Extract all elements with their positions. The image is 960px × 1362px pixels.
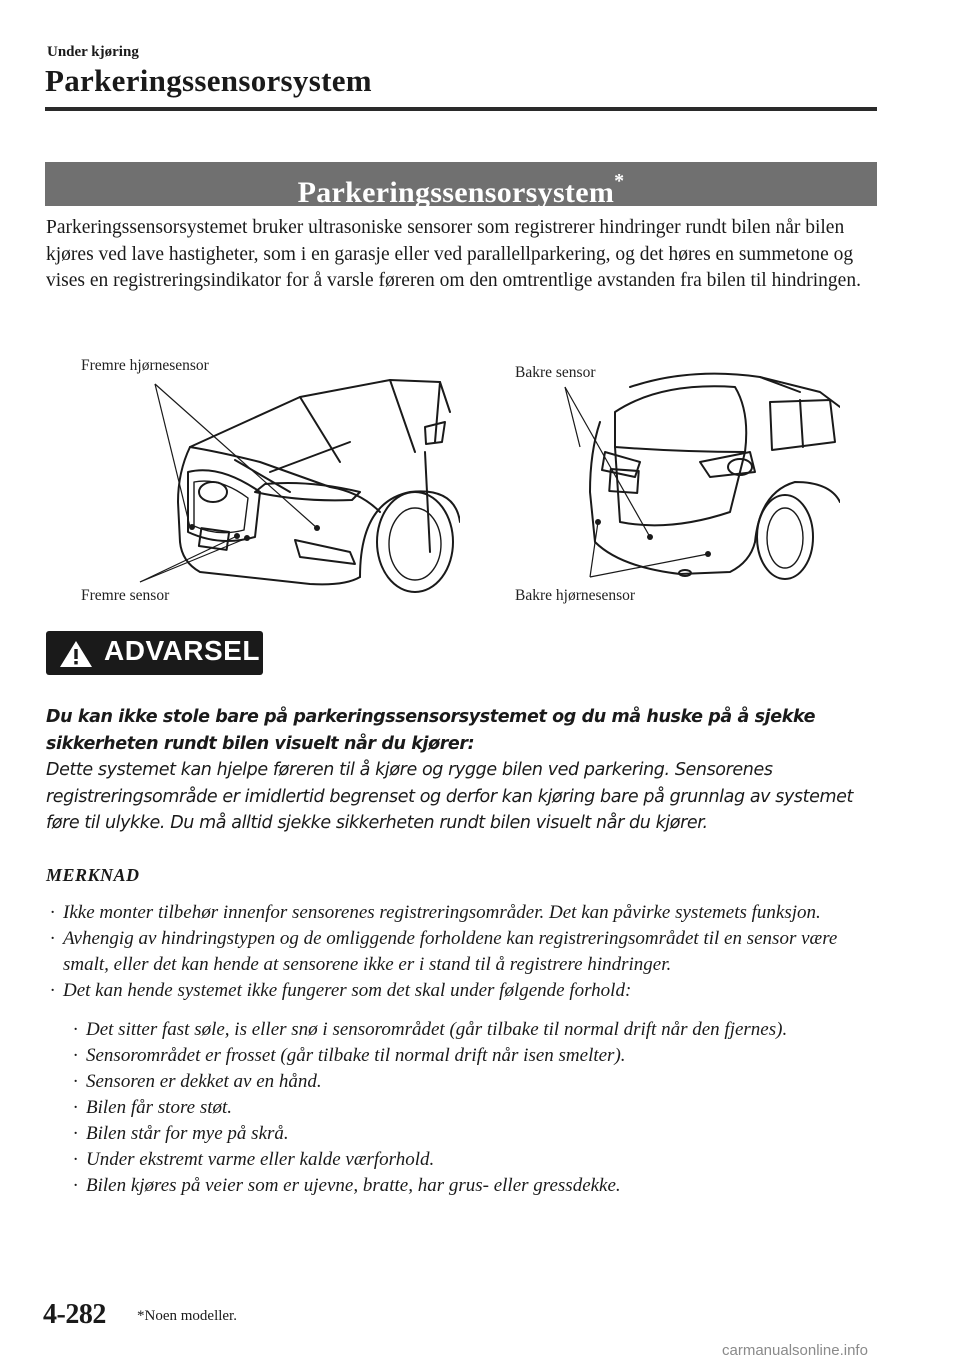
warning-triangle-icon: [58, 639, 94, 669]
note-sub-item: · Det sitter fast søle, is eller snø i sensorområdet (går tilbake til normal drift når den fjernes).: [73, 1019, 788, 1040]
note-label: MERKNAD: [46, 865, 140, 885]
heading-divider: [45, 107, 877, 111]
note-sub-item: · Under ekstremt varme eller kalde værforhold.: [73, 1149, 435, 1170]
banner-marker: *: [614, 170, 625, 192]
label-front-sensor: Fremre sensor: [81, 587, 170, 604]
footnote: *Noen modeller.: [137, 1308, 237, 1324]
note-sub-item: · Bilen står for mye på skrå.: [73, 1123, 289, 1144]
note-sub-item: · Sensorområdet er frosset (går tilbake til normal drift når isen smelter).: [73, 1045, 626, 1066]
label-rear-corner-sensor: Bakre hjørnesensor: [515, 587, 636, 604]
warning-text: [46, 704, 876, 837]
intro-paragraph: Parkeringssensorsystemet bruker ultrasoniske sensorer som registrerer hindringer rundt bilen når bilen kjøres ved lave hastigheter, som i en garasje eller ved parallellparkering, og det høres en summetone og vises en registreringsindikator for å varsle føreren om den omtrentlige avstanden fra bilen til hindringen.: [46, 217, 861, 291]
warning-badge-label: ADVARSEL: [104, 635, 260, 666]
note-item: · Avhengig av hindringstypen og de omliggende forholdene kan registreringsområdet til en sensor være smalt, eller det kan hende at sensorene ikke er i stand til å registrere hindringer.: [50, 928, 838, 975]
rear-car-illustration: [510, 352, 840, 587]
note-item: · Ikke monter tilbehør innenfor sensorenes registreringsområder. Det kan påvirke systemets funksjon.: [50, 902, 821, 923]
warning-body-text: Dette systemet kan hjelpe føreren til å kjøre og rygge bilen ved parkering. Sensorenes registreringsområde er imidlertid begrenset og derfor kan kjøring bare på grunnlag av systemet føre til ulykke. Du må alltid sjekke sikkerheten rundt bilen visuelt når du kjører.: [46, 760, 853, 833]
watermark: carmanualsonline.info: [722, 1342, 868, 1359]
note-sub-item: · Bilen får store støt.: [73, 1097, 233, 1118]
title-banner: [45, 162, 877, 209]
note-sub-item: · Sensoren er dekket av en hånd.: [73, 1071, 322, 1092]
warning-badge: [46, 631, 263, 675]
page-heading: Parkeringssensorsystem: [45, 63, 372, 98]
label-front-corner-sensor: Fremre hjørnesensor: [81, 357, 209, 374]
note-sub-list: [69, 1017, 876, 1199]
front-car-illustration: [60, 352, 460, 607]
note-item: · Det kan hende systemet ikke fungerer som det skal under følgende forhold:: [50, 980, 632, 1001]
page-number: 4-282: [43, 1299, 106, 1330]
note-sub-item: · Bilen kjøres på veier som er ujevne, bratte, har grus- eller gressdekke.: [73, 1175, 621, 1196]
banner-title: Parkeringssensorsystem: [297, 176, 615, 209]
note-list: [46, 900, 876, 1199]
label-rear-sensor: Bakre sensor: [515, 364, 596, 381]
section-label: Under kjøring: [47, 44, 139, 60]
warning-bold-text: Du kan ikke stole bare på parkeringssensorsystemet og du må huske på å sjekke sikkerheten rundt bilen visuelt når du kjører:: [46, 707, 816, 754]
